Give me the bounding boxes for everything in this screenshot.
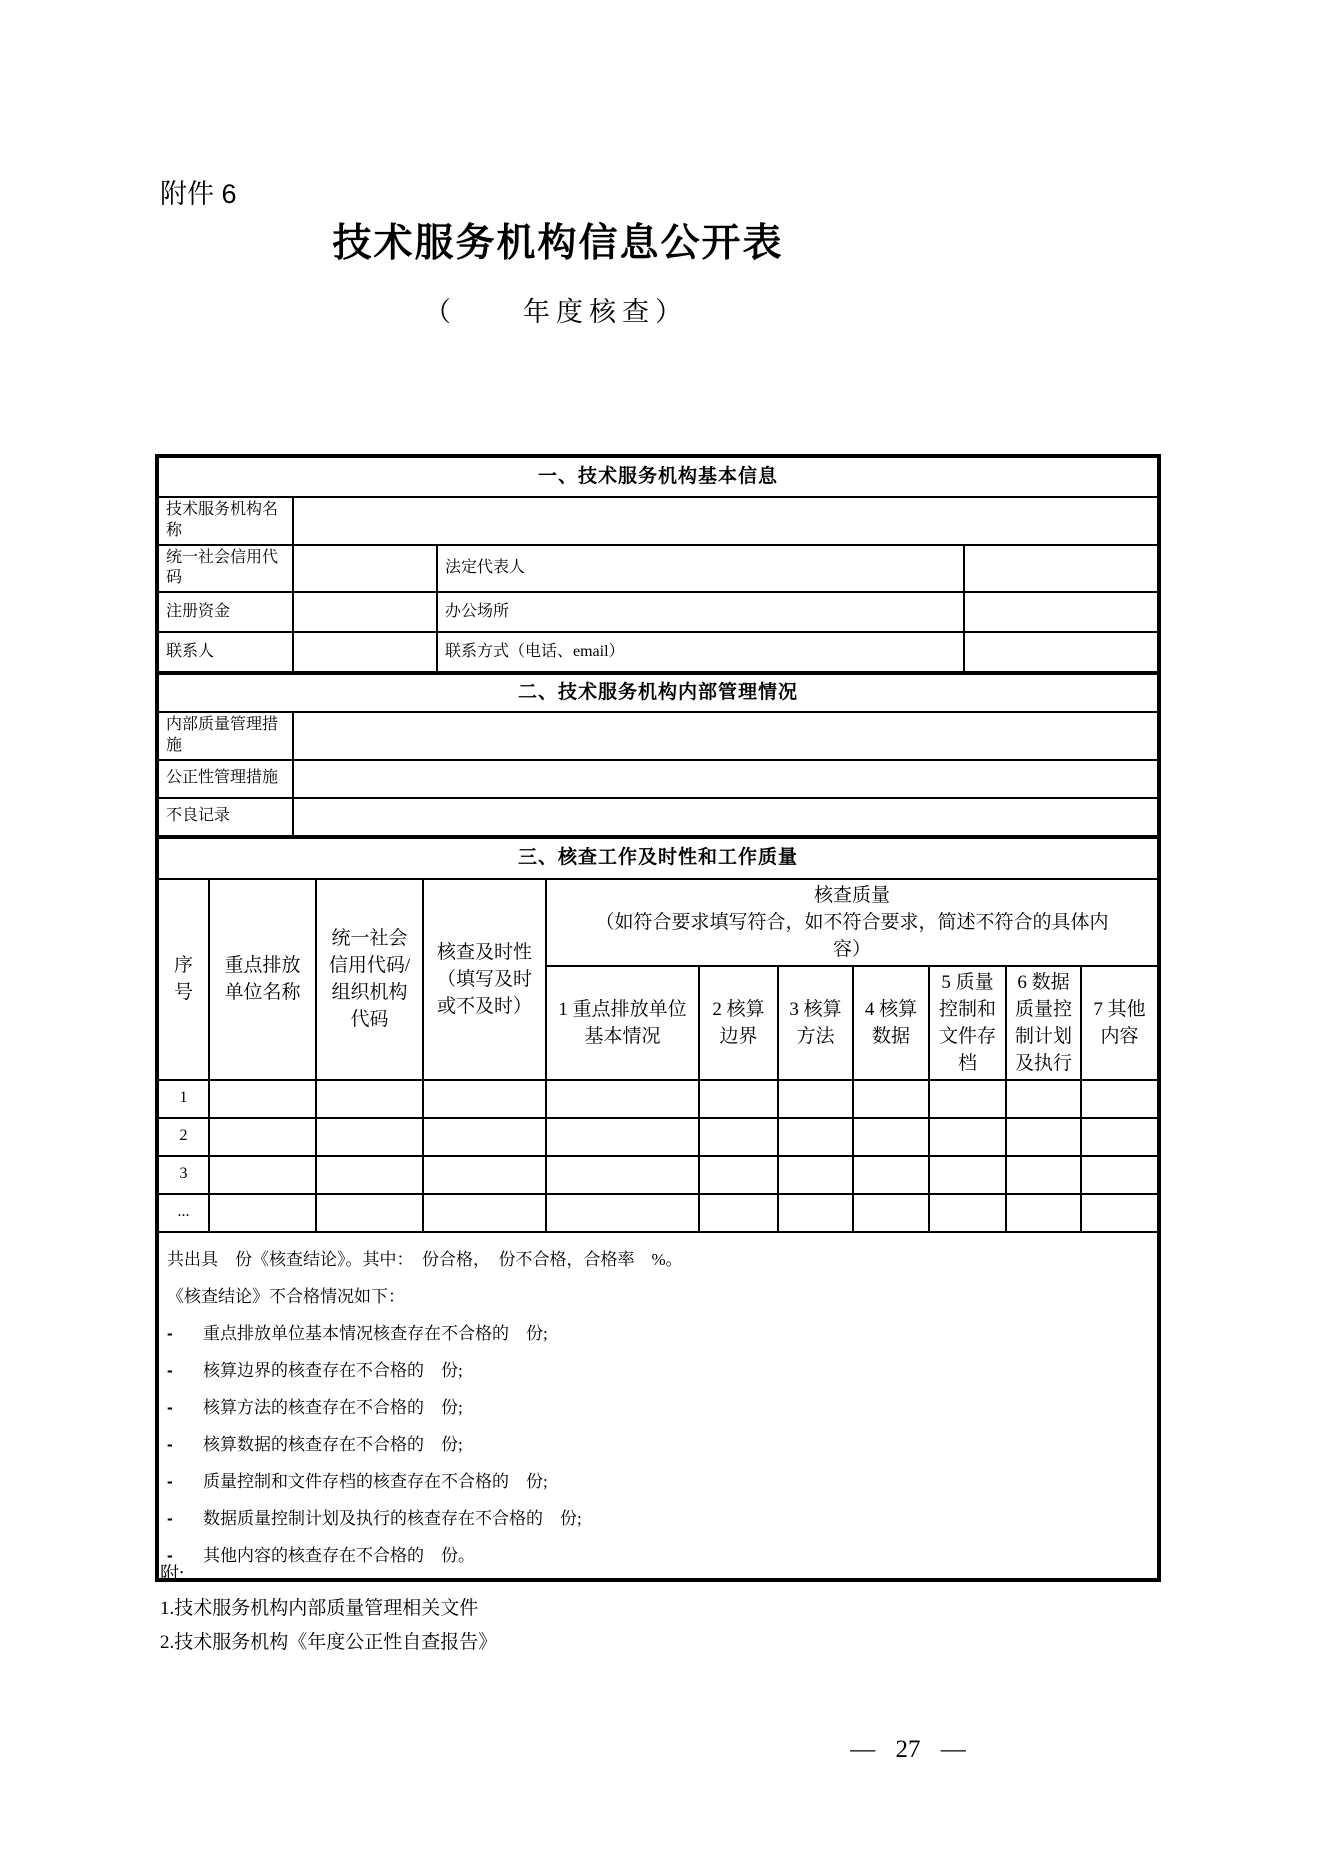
table-row [158,1118,1158,1156]
empty-cell [546,1080,699,1118]
row-number: ... [158,1194,209,1232]
notes-item-2: 2.技术服务机构《年度公正性自查报告》 [160,1632,498,1653]
credit-code-label: 统一社会信用代码 [158,545,293,593]
empty-cell [1006,1118,1081,1156]
attachment-label: 附件 6 [160,179,237,209]
empty-cell [546,1118,699,1156]
empty-cell [853,1118,929,1156]
empty-cell [778,1156,853,1194]
empty-cell [699,1156,778,1194]
empty-cell [853,1080,929,1118]
page-title: 技术服务机构信息公开表 [332,222,784,265]
quality-group-title: 核查质量 [813,884,890,906]
noncompliance-item [167,1352,1147,1389]
empty-cell [423,1118,546,1156]
notes-title: 附: [160,1564,185,1585]
empty-cell [778,1118,853,1156]
empty-cell [1006,1194,1081,1232]
empty-cell [1081,1118,1158,1156]
office-label: 办公场所 [437,592,964,632]
registered-capital-label: 注册资金 [158,592,293,632]
empty-cell [778,1080,853,1118]
empty-cell [1081,1194,1158,1232]
empty-cell [316,1194,423,1232]
registered-capital-value-cell [293,592,437,632]
noncompliance-text: 核算方法的核查存在不合格的 份; [203,1397,463,1417]
section1-table [157,456,1159,673]
empty-cell [316,1080,423,1118]
bullet-dash: - [167,1434,173,1454]
empty-cell [778,1194,853,1232]
col-header-unit-basic-info: 1 重点排放单位基本情况 [546,966,699,1080]
impartiality-label: 公正性管理措施 [158,760,293,798]
quality-mgmt-label: 内部质量管理措施 [158,712,293,760]
col-header-accounting-boundary: 2 核算边界 [699,966,778,1080]
table-row [158,1156,1158,1194]
noncompliance-text: 质量控制和文件存档的核查存在不合格的 份; [203,1471,548,1491]
col-header-data-quality-plan: 6 数据质量控制计划及执行 [1006,966,1081,1080]
section1-header: 一、技术服务机构基本信息 [158,457,1158,497]
page-subtitle: （ 年度核查） [424,297,688,327]
bullet-dash: - [167,1397,173,1417]
contact-method-label: 联系方式（电话、email） [437,632,964,672]
empty-cell [423,1080,546,1118]
notes-item-1: 1.技术服务机构内部质量管理相关文件 [160,1598,479,1619]
noncompliance-text: 其他内容的核查存在不合格的 份。 [203,1545,475,1565]
row-number: 1 [158,1080,209,1118]
col-header-other-content: 7 其他内容 [1081,966,1158,1080]
noncompliance-item [167,1463,1147,1500]
conclusion-summary-cell [158,1232,1158,1579]
info-form-table [155,454,1161,1582]
empty-cell [1081,1156,1158,1194]
bad-record-value-cell [293,798,1158,836]
table-row [158,1080,1158,1118]
quality-mgmt-value-cell [293,712,1158,760]
contact-value-cell [293,632,437,672]
noncompliance-item [167,1500,1147,1537]
bullet-dash: - [167,1471,173,1491]
row-number: 2 [158,1118,209,1156]
empty-cell [929,1080,1006,1118]
empty-cell [853,1194,929,1232]
empty-cell [316,1156,423,1194]
empty-cell [209,1156,316,1194]
credit-code-value-cell [293,545,437,593]
noncompliance-text: 数据质量控制计划及执行的核查存在不合格的 份; [203,1508,582,1528]
bad-record-label: 不良记录 [158,798,293,836]
bullet-dash: - [167,1508,173,1528]
org-name-label: 技术服务机构名称 [158,497,293,545]
noncompliance-item [167,1426,1147,1463]
section2-table [157,673,1159,837]
summary-line-1: 共出具 份《核查结论》。其中： 份合格， 份不合格，合格率 %。 [167,1249,683,1269]
col-header-accounting-data: 4 核算数据 [853,966,929,1080]
empty-cell [699,1118,778,1156]
bullet-dash: - [167,1360,173,1380]
contact-method-value-cell [964,632,1158,672]
empty-cell [316,1118,423,1156]
empty-cell [929,1118,1006,1156]
noncompliance-text: 核算数据的核查存在不合格的 份; [203,1434,463,1454]
empty-cell [699,1194,778,1232]
col-header-accounting-method: 3 核算方法 [778,966,853,1080]
org-name-value-cell [293,497,1158,545]
empty-cell [1006,1156,1081,1194]
empty-cell [423,1194,546,1232]
empty-cell [699,1080,778,1118]
empty-cell [546,1156,699,1194]
noncompliance-item [167,1389,1147,1426]
empty-cell [209,1194,316,1232]
bullet-dash: - [167,1323,173,1343]
col-header-seq: 序号 [158,879,209,1080]
section2-header: 二、技术服务机构内部管理情况 [158,674,1158,712]
summary-line-2: 《核查结论》不合格情况如下： [167,1286,405,1306]
col-header-quality-control-archive: 5 质量控制和文件存档 [929,966,1006,1080]
section3-table [157,837,1159,1580]
attachment-notes [160,1558,497,1660]
col-header-credit-code: 统一社会信用代码/组织机构代码 [316,879,423,1080]
bullet-dash: - [167,1545,173,1565]
col-header-unit-name: 重点排放单位名称 [209,879,316,1080]
noncompliance-item [167,1315,1147,1352]
empty-cell [546,1194,699,1232]
contact-label: 联系人 [158,632,293,672]
section3-header: 三、核查工作及时性和工作质量 [158,838,1158,879]
empty-cell [209,1118,316,1156]
legal-rep-value-cell [964,545,1158,593]
empty-cell [209,1080,316,1118]
empty-cell [1081,1080,1158,1118]
noncompliance-text: 重点排放单位基本情况核查存在不合格的 份; [203,1323,548,1343]
quality-group-desc: （如符合要求填写符合，如不符合要求，简述不符合的具体内容） [595,911,1109,960]
page-number: — 27 — [850,1736,966,1763]
noncompliance-text: 核算边界的核查存在不合格的 份; [203,1360,463,1380]
empty-cell [929,1194,1006,1232]
row-number: 3 [158,1156,209,1194]
empty-cell [929,1156,1006,1194]
legal-rep-label: 法定代表人 [437,545,964,593]
col-header-quality-group [546,879,1158,966]
empty-cell [853,1156,929,1194]
office-value-cell [964,592,1158,632]
empty-cell [1006,1080,1081,1118]
empty-cell [423,1156,546,1194]
col-header-timeliness: 核查及时性（填写及时或不及时） [423,879,546,1080]
impartiality-value-cell [293,760,1158,798]
table-row [158,1194,1158,1232]
